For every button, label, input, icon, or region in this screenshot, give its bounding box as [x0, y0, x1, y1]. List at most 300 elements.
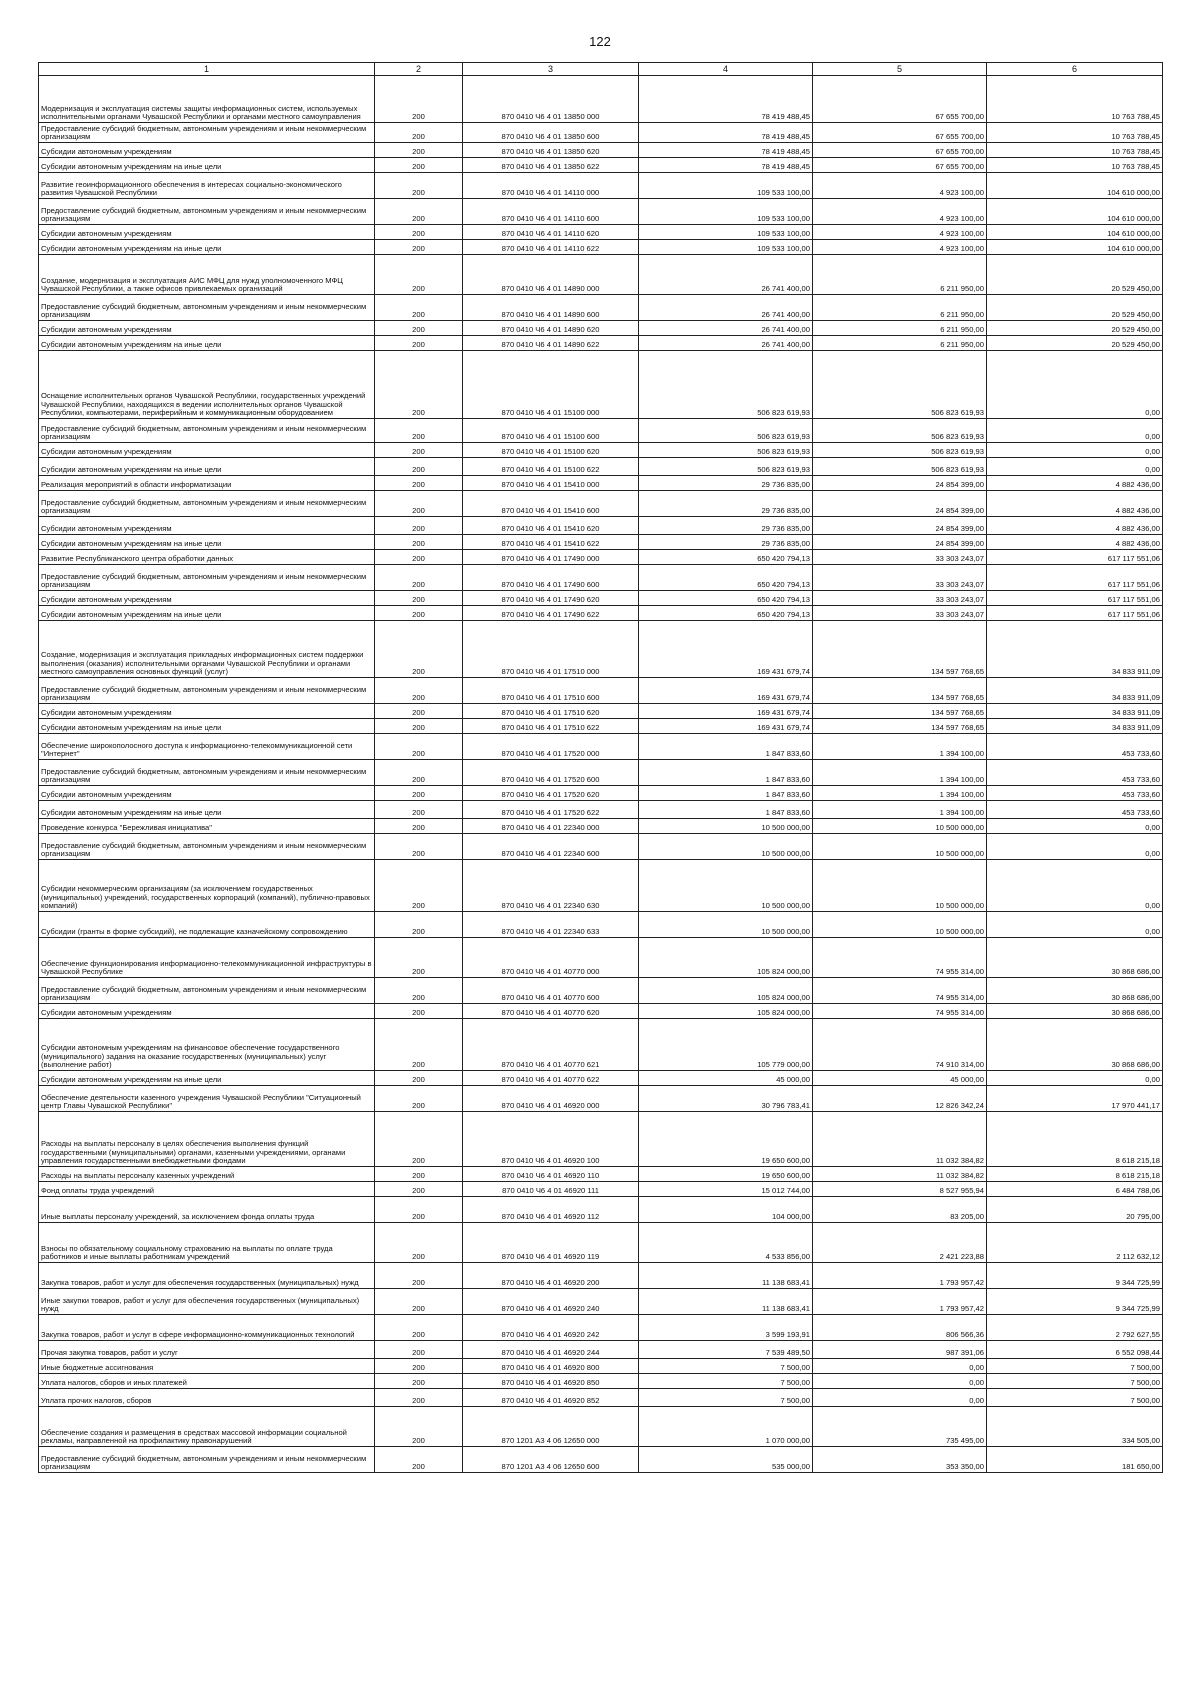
amount-col-4: 1 847 833,60: [639, 760, 813, 786]
budget-code: 870 0410 Ч6 4 01 17510 622: [463, 719, 639, 734]
item-name: Предоставление субсидий бюджетным, автономным учреждениям и иным некоммерческим организациям: [39, 295, 375, 321]
amount-col-5: 74 910 314,00: [813, 1019, 987, 1071]
amount-col-4: 45 000,00: [639, 1071, 813, 1086]
table-header-row: [39, 63, 1163, 76]
amount-col-4: 104 000,00: [639, 1197, 813, 1223]
table-row: [39, 860, 1163, 912]
budget-code: 870 0410 Ч6 4 01 15410 622: [463, 535, 639, 550]
amount-col-4: 29 736 835,00: [639, 535, 813, 550]
admin-code: 200: [375, 550, 463, 565]
admin-code: 200: [375, 295, 463, 321]
budget-code: 870 0410 Ч6 4 01 40770 621: [463, 1019, 639, 1071]
admin-code: 200: [375, 734, 463, 760]
admin-code: 200: [375, 199, 463, 225]
amount-col-4: 1 847 833,60: [639, 801, 813, 819]
budget-code: 870 1201 А3 4 06 12650 600: [463, 1447, 639, 1473]
amount-col-4: 26 741 400,00: [639, 321, 813, 336]
column-header-6: 6: [987, 63, 1163, 76]
admin-code: 200: [375, 1315, 463, 1341]
amount-col-6: 9 344 725,99: [987, 1263, 1163, 1289]
table-row: [39, 476, 1163, 491]
budget-code: 870 0410 Ч6 4 01 15410 600: [463, 491, 639, 517]
admin-code: 200: [375, 1167, 463, 1182]
item-name: Субсидии автономным учреждениям на иные цели: [39, 606, 375, 621]
item-name: Субсидии автономным учреждениям: [39, 1004, 375, 1019]
budget-code: 870 0410 Ч6 4 01 40770 620: [463, 1004, 639, 1019]
table-row: [39, 295, 1163, 321]
amount-col-6: 104 610 000,00: [987, 240, 1163, 255]
item-name: Создание, модернизация и эксплуатация прикладных информационных систем поддержки выполнения (оказания) исполнительными органами Чувашской Республики и органами местного самоуправления основных функций (услуг): [39, 621, 375, 678]
amount-col-6: 0,00: [987, 419, 1163, 443]
amount-col-5: 1 394 100,00: [813, 786, 987, 801]
column-header-1: 1: [39, 63, 375, 76]
amount-col-4: 169 431 679,74: [639, 678, 813, 704]
table-row: [39, 1019, 1163, 1071]
item-name: Предоставление субсидий бюджетным, автономным учреждениям и иным некоммерческим организациям: [39, 834, 375, 860]
table-row: [39, 760, 1163, 786]
table-row: [39, 606, 1163, 621]
amount-col-6: 617 117 551,06: [987, 606, 1163, 621]
budget-code: 870 0410 Ч6 4 01 46920 000: [463, 1086, 639, 1112]
table-row: [39, 1263, 1163, 1289]
amount-col-4: 109 533 100,00: [639, 199, 813, 225]
item-name: Иные выплаты персоналу учреждений, за исключением фонда оплаты труда: [39, 1197, 375, 1223]
table-row: [39, 678, 1163, 704]
budget-code: 870 0410 Ч6 4 01 15100 600: [463, 419, 639, 443]
budget-code: 870 0410 Ч6 4 01 14890 622: [463, 336, 639, 351]
column-header-2: 2: [375, 63, 463, 76]
table-row: [39, 173, 1163, 199]
amount-col-6: 0,00: [987, 860, 1163, 912]
amount-col-5: 11 032 384,82: [813, 1167, 987, 1182]
table-row: [39, 550, 1163, 565]
budget-code: 870 0410 Ч6 4 01 17520 000: [463, 734, 639, 760]
amount-col-4: 19 650 600,00: [639, 1167, 813, 1182]
item-name: Расходы на выплаты персоналу казенных учреждений: [39, 1167, 375, 1182]
amount-col-5: 74 955 314,00: [813, 978, 987, 1004]
amount-col-5: 134 597 768,65: [813, 621, 987, 678]
table-row: [39, 1167, 1163, 1182]
budget-code: 870 0410 Ч6 4 01 14890 000: [463, 255, 639, 295]
item-name: Субсидии автономным учреждениям: [39, 321, 375, 336]
budget-code: 870 0410 Ч6 4 01 14110 600: [463, 199, 639, 225]
amount-col-6: 9 344 725,99: [987, 1289, 1163, 1315]
amount-col-5: 506 823 619,93: [813, 419, 987, 443]
amount-col-6: 20 529 450,00: [987, 295, 1163, 321]
item-name: Субсидии автономным учреждениям: [39, 143, 375, 158]
budget-code: 870 0410 Ч6 4 01 40770 000: [463, 938, 639, 978]
amount-col-4: 109 533 100,00: [639, 173, 813, 199]
amount-col-6: 104 610 000,00: [987, 173, 1163, 199]
amount-col-4: 1 847 833,60: [639, 734, 813, 760]
table-row: [39, 912, 1163, 938]
amount-col-5: 1 394 100,00: [813, 734, 987, 760]
amount-col-6: 34 833 911,09: [987, 719, 1163, 734]
amount-col-4: 650 420 794,13: [639, 591, 813, 606]
amount-col-5: 134 597 768,65: [813, 678, 987, 704]
amount-col-4: 26 741 400,00: [639, 336, 813, 351]
amount-col-6: 4 882 436,00: [987, 535, 1163, 550]
admin-code: 200: [375, 565, 463, 591]
admin-code: 200: [375, 336, 463, 351]
admin-code: 200: [375, 801, 463, 819]
amount-col-6: 7 500,00: [987, 1389, 1163, 1407]
item-name: Предоставление субсидий бюджетным, автономным учреждениям и иным некоммерческим организациям: [39, 678, 375, 704]
item-name: Реализация мероприятий в области информатизации: [39, 476, 375, 491]
amount-col-5: 134 597 768,65: [813, 704, 987, 719]
item-name: Модернизация и эксплуатация системы защиты информационных систем, используемых исполнительными органами Чувашской Республики и органами местного самоуправления: [39, 76, 375, 123]
budget-code: 870 0410 Ч6 4 01 46920 200: [463, 1263, 639, 1289]
table-row: [39, 621, 1163, 678]
admin-code: 200: [375, 1197, 463, 1223]
amount-col-5: 735 495,00: [813, 1407, 987, 1447]
amount-col-6: 20 529 450,00: [987, 336, 1163, 351]
admin-code: 200: [375, 1407, 463, 1447]
amount-col-4: 105 824 000,00: [639, 1004, 813, 1019]
table-row: [39, 443, 1163, 458]
item-name: Субсидии автономным учреждениям: [39, 517, 375, 535]
item-name: Предоставление субсидий бюджетным, автономным учреждениям и иным некоммерческим организациям: [39, 491, 375, 517]
admin-code: 200: [375, 123, 463, 143]
amount-col-4: 10 500 000,00: [639, 912, 813, 938]
amount-col-5: 353 350,00: [813, 1447, 987, 1473]
amount-col-5: 0,00: [813, 1374, 987, 1389]
budget-code: 870 0410 Ч6 4 01 17510 000: [463, 621, 639, 678]
amount-col-6: 8 618 215,18: [987, 1167, 1163, 1182]
amount-col-6: 4 882 436,00: [987, 491, 1163, 517]
amount-col-6: 0,00: [987, 819, 1163, 834]
amount-col-5: 74 955 314,00: [813, 938, 987, 978]
budget-code: 870 0410 Ч6 4 01 46920 244: [463, 1341, 639, 1359]
amount-col-4: 650 420 794,13: [639, 565, 813, 591]
amount-col-6: 6 552 098,44: [987, 1341, 1163, 1359]
amount-col-5: 33 303 243,07: [813, 550, 987, 565]
table-row: [39, 1374, 1163, 1389]
amount-col-5: 4 923 100,00: [813, 240, 987, 255]
table-row: [39, 801, 1163, 819]
admin-code: 200: [375, 443, 463, 458]
amount-col-6: 10 763 788,45: [987, 76, 1163, 123]
amount-col-6: 0,00: [987, 912, 1163, 938]
budget-code: 870 0410 Ч6 4 01 46920 852: [463, 1389, 639, 1407]
amount-col-4: 506 823 619,93: [639, 443, 813, 458]
admin-code: 200: [375, 1182, 463, 1197]
amount-col-5: 24 854 399,00: [813, 476, 987, 491]
amount-col-4: 10 500 000,00: [639, 819, 813, 834]
admin-code: 200: [375, 76, 463, 123]
budget-code: 870 0410 Ч6 4 01 17490 620: [463, 591, 639, 606]
page-number: 122: [589, 34, 611, 49]
amount-col-6: 453 733,60: [987, 786, 1163, 801]
item-name: Проведение конкурса "Бережливая инициатива": [39, 819, 375, 834]
item-name: Обеспечение широкополосного доступа к информационно-телекоммуникационной сети "Интернет": [39, 734, 375, 760]
admin-code: 200: [375, 819, 463, 834]
item-name: Субсидии автономным учреждениям: [39, 704, 375, 719]
budget-code: 870 0410 Ч6 4 01 40770 622: [463, 1071, 639, 1086]
column-header-5: 5: [813, 63, 987, 76]
amount-col-4: 650 420 794,13: [639, 606, 813, 621]
budget-code: 870 0410 Ч6 4 01 46920 800: [463, 1359, 639, 1374]
amount-col-5: 0,00: [813, 1359, 987, 1374]
admin-code: 200: [375, 419, 463, 443]
budget-code: 870 0410 Ч6 4 01 46920 240: [463, 1289, 639, 1315]
amount-col-6: 2 792 627,55: [987, 1315, 1163, 1341]
column-header-4: 4: [639, 63, 813, 76]
amount-col-6: 334 505,00: [987, 1407, 1163, 1447]
amount-col-4: 169 431 679,74: [639, 704, 813, 719]
item-name: Субсидии автономным учреждениям на иные цели: [39, 458, 375, 476]
amount-col-6: 0,00: [987, 443, 1163, 458]
amount-col-4: 1 847 833,60: [639, 786, 813, 801]
budget-code: 870 0410 Ч6 4 01 46920 850: [463, 1374, 639, 1389]
budget-code: 870 0410 Ч6 4 01 13850 620: [463, 143, 639, 158]
admin-code: 200: [375, 1071, 463, 1086]
amount-col-5: 83 205,00: [813, 1197, 987, 1223]
amount-col-4: 105 779 000,00: [639, 1019, 813, 1071]
admin-code: 200: [375, 458, 463, 476]
admin-code: 200: [375, 255, 463, 295]
table-row: [39, 143, 1163, 158]
table-row: [39, 240, 1163, 255]
item-name: Субсидии автономным учреждениям: [39, 591, 375, 606]
budget-code: 870 0410 Ч6 4 01 17520 622: [463, 801, 639, 819]
amount-col-4: 11 138 683,41: [639, 1289, 813, 1315]
amount-col-5: 67 655 700,00: [813, 76, 987, 123]
amount-col-5: 74 955 314,00: [813, 1004, 987, 1019]
amount-col-6: 34 833 911,09: [987, 704, 1163, 719]
amount-col-4: 650 420 794,13: [639, 550, 813, 565]
item-name: Предоставление субсидий бюджетным, автономным учреждениям и иным некоммерческим организациям: [39, 123, 375, 143]
budget-code: 870 0410 Ч6 4 01 14890 620: [463, 321, 639, 336]
budget-code: 870 0410 Ч6 4 01 17510 600: [463, 678, 639, 704]
admin-code: 200: [375, 678, 463, 704]
admin-code: 200: [375, 1019, 463, 1071]
item-name: Уплата прочих налогов, сборов: [39, 1389, 375, 1407]
admin-code: 200: [375, 760, 463, 786]
budget-table: [38, 62, 1163, 1473]
amount-col-6: 104 610 000,00: [987, 225, 1163, 240]
amount-col-5: 987 391,06: [813, 1341, 987, 1359]
amount-col-5: 33 303 243,07: [813, 606, 987, 621]
table-row: [39, 1341, 1163, 1359]
budget-code: 870 1201 А3 4 06 12650 000: [463, 1407, 639, 1447]
amount-col-6: 617 117 551,06: [987, 550, 1163, 565]
item-name: Обеспечение деятельности казенного учреждения Чувашской Республики "Ситуационный центр Главы Чувашской Республики": [39, 1086, 375, 1112]
amount-col-4: 506 823 619,93: [639, 419, 813, 443]
item-name: Оснащение исполнительных органов Чувашской Республики, государственных учреждений Чувашской Республики, находящихся в ведении исполнительных органов Чувашской Республики, компьютерами, периферийным и коммуникационным оборудованием: [39, 351, 375, 419]
admin-code: 200: [375, 1263, 463, 1289]
item-name: Субсидии автономным учреждениям на иные цели: [39, 719, 375, 734]
item-name: Субсидии автономным учреждениям: [39, 443, 375, 458]
table-row: [39, 158, 1163, 173]
amount-col-6: 104 610 000,00: [987, 199, 1163, 225]
item-name: Предоставление субсидий бюджетным, автономным учреждениям и иным некоммерческим организациям: [39, 419, 375, 443]
table-row: [39, 819, 1163, 834]
table-row: [39, 565, 1163, 591]
table-row: [39, 1407, 1163, 1447]
amount-col-6: 2 112 632,12: [987, 1223, 1163, 1263]
amount-col-4: 4 533 856,00: [639, 1223, 813, 1263]
amount-col-4: 105 824 000,00: [639, 938, 813, 978]
item-name: Субсидии автономным учреждениям: [39, 225, 375, 240]
amount-col-4: 7 539 489,50: [639, 1341, 813, 1359]
amount-col-5: 506 823 619,93: [813, 351, 987, 419]
item-name: Предоставление субсидий бюджетным, автономным учреждениям и иным некоммерческим организациям: [39, 565, 375, 591]
amount-col-5: 2 421 223,88: [813, 1223, 987, 1263]
admin-code: 200: [375, 606, 463, 621]
amount-col-6: 30 868 686,00: [987, 938, 1163, 978]
amount-col-6: 17 970 441,17: [987, 1086, 1163, 1112]
table-row: [39, 321, 1163, 336]
admin-code: 200: [375, 173, 463, 199]
admin-code: 200: [375, 476, 463, 491]
amount-col-6: 10 763 788,45: [987, 123, 1163, 143]
amount-col-5: 8 527 955,94: [813, 1182, 987, 1197]
amount-col-5: 33 303 243,07: [813, 565, 987, 591]
item-name: Фонд оплаты труда учреждений: [39, 1182, 375, 1197]
admin-code: 200: [375, 351, 463, 419]
amount-col-5: 0,00: [813, 1389, 987, 1407]
admin-code: 200: [375, 1223, 463, 1263]
item-name: Предоставление субсидий бюджетным, автономным учреждениям и иным некоммерческим организациям: [39, 1447, 375, 1473]
admin-code: 200: [375, 860, 463, 912]
amount-col-5: 11 032 384,82: [813, 1112, 987, 1167]
budget-code: 870 0410 Ч6 4 01 22340 633: [463, 912, 639, 938]
table-row: [39, 1112, 1163, 1167]
item-name: Субсидии автономным учреждениям на иные цели: [39, 240, 375, 255]
table-row: [39, 517, 1163, 535]
item-name: Субсидии автономным учреждениям на иные цели: [39, 1071, 375, 1086]
item-name: Взносы по обязательному социальному страхованию на выплаты по оплате труда работников и иные выплаты работникам учреждений: [39, 1223, 375, 1263]
amount-col-4: 1 070 000,00: [639, 1407, 813, 1447]
item-name: Предоставление субсидий бюджетным, автономным учреждениям и иным некоммерческим организациям: [39, 760, 375, 786]
table-row: [39, 734, 1163, 760]
amount-col-6: 10 763 788,45: [987, 143, 1163, 158]
amount-col-6: 4 882 436,00: [987, 517, 1163, 535]
admin-code: 200: [375, 1374, 463, 1389]
table-row: [39, 491, 1163, 517]
amount-col-5: 6 211 950,00: [813, 336, 987, 351]
table-row: [39, 458, 1163, 476]
item-name: Субсидии автономным учреждениям на иные цели: [39, 801, 375, 819]
table-row: [39, 978, 1163, 1004]
amount-col-5: 24 854 399,00: [813, 535, 987, 550]
admin-code: 200: [375, 240, 463, 255]
amount-col-4: 15 012 744,00: [639, 1182, 813, 1197]
budget-code: 870 0410 Ч6 4 01 17520 620: [463, 786, 639, 801]
item-name: Предоставление субсидий бюджетным, автономным учреждениям и иным некоммерческим организациям: [39, 199, 375, 225]
amount-col-5: 24 854 399,00: [813, 491, 987, 517]
amount-col-4: 30 796 783,41: [639, 1086, 813, 1112]
amount-col-5: 10 500 000,00: [813, 834, 987, 860]
budget-code: 870 0410 Ч6 4 01 13850 622: [463, 158, 639, 173]
budget-code: 870 0410 Ч6 4 01 14110 000: [463, 173, 639, 199]
table-row: [39, 1197, 1163, 1223]
amount-col-5: 1 394 100,00: [813, 801, 987, 819]
amount-col-6: 34 833 911,09: [987, 621, 1163, 678]
budget-code: 870 0410 Ч6 4 01 46920 100: [463, 1112, 639, 1167]
table-row: [39, 1289, 1163, 1315]
item-name: Закупка товаров, работ и услуг в сфере информационно-коммуникационных технологий: [39, 1315, 375, 1341]
table-row: [39, 336, 1163, 351]
amount-col-6: 6 484 788,06: [987, 1182, 1163, 1197]
amount-col-6: 617 117 551,06: [987, 565, 1163, 591]
admin-code: 200: [375, 225, 463, 240]
amount-col-6: 8 618 215,18: [987, 1112, 1163, 1167]
amount-col-6: 30 868 686,00: [987, 1004, 1163, 1019]
budget-code: 870 0410 Ч6 4 01 15100 000: [463, 351, 639, 419]
item-name: Уплата налогов, сборов и иных платежей: [39, 1374, 375, 1389]
column-header-3: 3: [463, 63, 639, 76]
amount-col-4: 535 000,00: [639, 1447, 813, 1473]
admin-code: 200: [375, 719, 463, 734]
admin-code: 200: [375, 834, 463, 860]
budget-code: 870 0410 Ч6 4 01 15100 622: [463, 458, 639, 476]
amount-col-5: 24 854 399,00: [813, 517, 987, 535]
amount-col-5: 6 211 950,00: [813, 295, 987, 321]
amount-col-5: 4 923 100,00: [813, 225, 987, 240]
item-name: Иные закупки товаров, работ и услуг для обеспечения государственных (муниципальных) нужд: [39, 1289, 375, 1315]
budget-code: 870 0410 Ч6 4 01 46920 111: [463, 1182, 639, 1197]
item-name: Развитие геоинформационного обеспечения в интересах социально-экономического развития Чувашской Республики: [39, 173, 375, 199]
amount-col-4: 29 736 835,00: [639, 491, 813, 517]
table-row: [39, 535, 1163, 550]
amount-col-4: 26 741 400,00: [639, 295, 813, 321]
amount-col-6: 10 763 788,45: [987, 158, 1163, 173]
budget-code: 870 0410 Ч6 4 01 46920 112: [463, 1197, 639, 1223]
amount-col-6: 7 500,00: [987, 1359, 1163, 1374]
amount-col-6: 0,00: [987, 458, 1163, 476]
table-row: [39, 719, 1163, 734]
item-name: Закупка товаров, работ и услуг для обеспечения государственных (муниципальных) нужд: [39, 1263, 375, 1289]
table-row: [39, 1359, 1163, 1374]
table-row: [39, 704, 1163, 719]
budget-code: 870 0410 Ч6 4 01 22340 600: [463, 834, 639, 860]
amount-col-4: 26 741 400,00: [639, 255, 813, 295]
admin-code: 200: [375, 535, 463, 550]
budget-code: 870 0410 Ч6 4 01 13850 600: [463, 123, 639, 143]
admin-code: 200: [375, 704, 463, 719]
admin-code: 200: [375, 912, 463, 938]
amount-col-5: 67 655 700,00: [813, 158, 987, 173]
item-name: Иные бюджетные ассигнования: [39, 1359, 375, 1374]
amount-col-6: 20 529 450,00: [987, 255, 1163, 295]
amount-col-5: 67 655 700,00: [813, 123, 987, 143]
amount-col-6: 30 868 686,00: [987, 1019, 1163, 1071]
amount-col-5: 1 793 957,42: [813, 1289, 987, 1315]
admin-code: 200: [375, 786, 463, 801]
amount-col-6: 181 650,00: [987, 1447, 1163, 1473]
table-row: [39, 1086, 1163, 1112]
amount-col-4: 109 533 100,00: [639, 240, 813, 255]
table-body: [39, 76, 1163, 1473]
amount-col-4: 109 533 100,00: [639, 225, 813, 240]
amount-col-6: 0,00: [987, 1071, 1163, 1086]
item-name: Обеспечение создания и размещения в средствах массовой информации социальной рекламы, направленной на профилактику правонарушений: [39, 1407, 375, 1447]
item-name: Создание, модернизация и эксплуатация АИС МФЦ для нужд уполномоченного МФЦ Чувашской Республики, а также офисов привлекаемых организаций: [39, 255, 375, 295]
budget-code: 870 0410 Ч6 4 01 17490 600: [463, 565, 639, 591]
amount-col-4: 7 500,00: [639, 1389, 813, 1407]
amount-col-4: 78 419 488,45: [639, 143, 813, 158]
amount-col-5: 10 500 000,00: [813, 912, 987, 938]
table-row: [39, 123, 1163, 143]
amount-col-6: 30 868 686,00: [987, 978, 1163, 1004]
item-name: Субсидии автономным учреждениям: [39, 786, 375, 801]
item-name: Субсидии автономным учреждениям на иные цели: [39, 535, 375, 550]
amount-col-6: 453 733,60: [987, 801, 1163, 819]
budget-code: 870 0410 Ч6 4 01 15410 620: [463, 517, 639, 535]
amount-col-6: 0,00: [987, 834, 1163, 860]
